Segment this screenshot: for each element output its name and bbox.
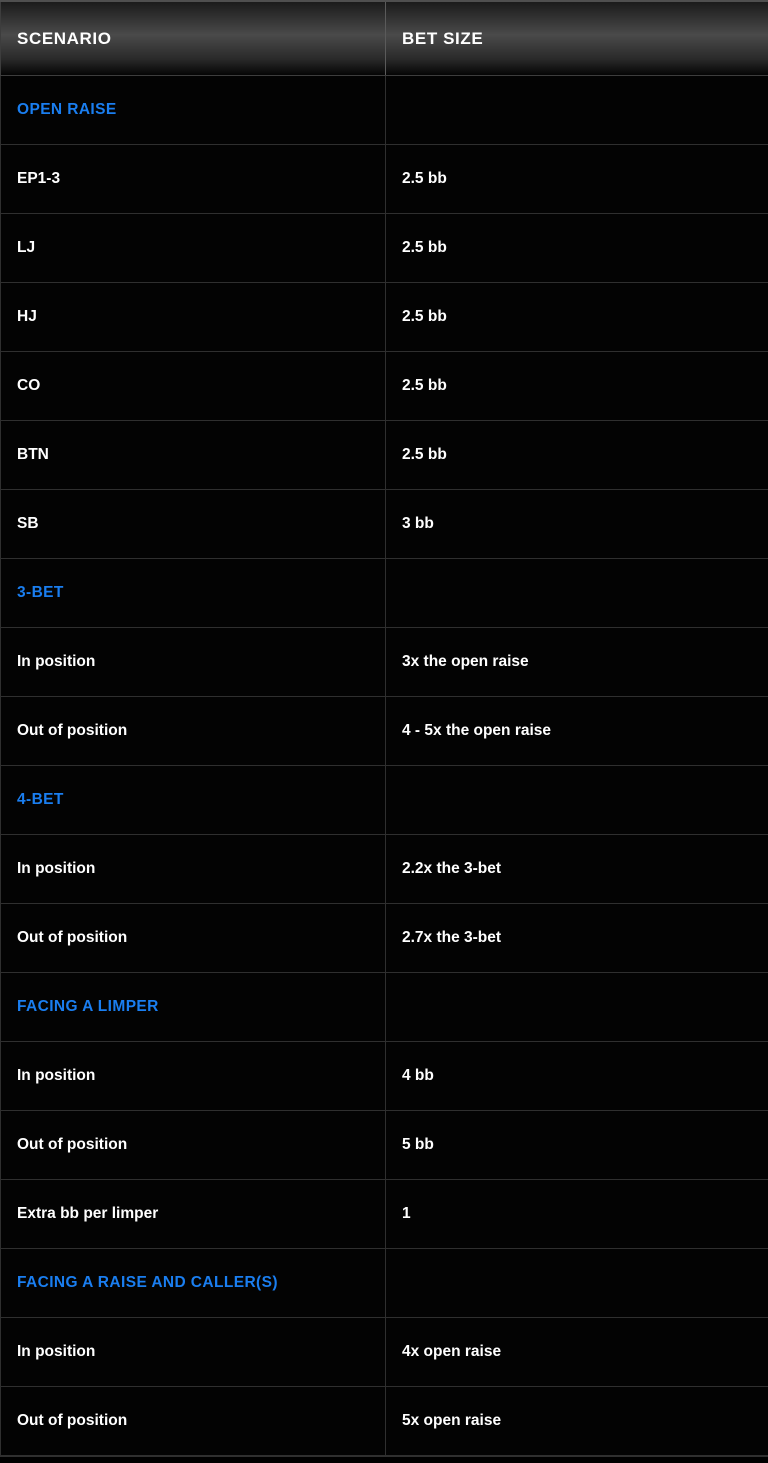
table-body [1,76,768,1457]
cell-bet-size: 4x open raise [386,1318,768,1387]
table-row [1,1111,768,1180]
cell-scenario: HJ [1,283,386,352]
table-row [1,835,768,904]
cell-scenario: Out of position [1,904,386,973]
cell-bet-size: 3 bb [386,490,768,559]
cell-scenario: CO [1,352,386,421]
section-label: OPEN RAISE [1,76,386,145]
table-row [1,283,768,352]
cell-scenario: Out of position [1,697,386,766]
cell-bet-size: 2.5 bb [386,214,768,283]
cell-scenario: Out of position [1,1111,386,1180]
cell-bet-size [386,766,768,835]
cell-bet-size [386,559,768,628]
cell-bet-size: 4 bb [386,1042,768,1111]
table-row [1,697,768,766]
cell-scenario: In position [1,1042,386,1111]
table-row [1,490,768,559]
cell-bet-size: 2.7x the 3-bet [386,904,768,973]
cell-scenario: In position [1,1318,386,1387]
cell-scenario: In position [1,835,386,904]
table-row [1,904,768,973]
column-header-bet-size: BET SIZE [386,1,768,76]
cell-bet-size: 2.5 bb [386,283,768,352]
cell-bet-size: 5 bb [386,1111,768,1180]
table-row [1,145,768,214]
cell-bet-size: 5x open raise [386,1387,768,1457]
cell-bet-size: 4 - 5x the open raise [386,697,768,766]
section-label: FACING A LIMPER [1,973,386,1042]
table-section-row [1,973,768,1042]
cell-scenario: LJ [1,214,386,283]
cell-bet-size: 3x the open raise [386,628,768,697]
cell-bet-size [386,76,768,145]
cell-bet-size: 2.5 bb [386,145,768,214]
cell-bet-size: 2.2x the 3-bet [386,835,768,904]
cell-scenario: SB [1,490,386,559]
table-row [1,352,768,421]
cell-bet-size [386,973,768,1042]
section-label: 3-BET [1,559,386,628]
table-header [1,1,768,76]
table-row [1,1318,768,1387]
table-row [1,421,768,490]
section-label: 4-BET [1,766,386,835]
cell-scenario: BTN [1,421,386,490]
table-header-row [1,1,768,76]
table-row [1,214,768,283]
table-row [1,1387,768,1457]
table-row [1,1042,768,1111]
cell-bet-size: 1 [386,1180,768,1249]
cell-bet-size: 2.5 bb [386,421,768,490]
table-section-row [1,559,768,628]
table-row [1,1180,768,1249]
cell-bet-size [386,1249,768,1318]
cell-scenario: EP1-3 [1,145,386,214]
section-label: FACING A RAISE AND CALLER(S) [1,1249,386,1318]
cell-scenario: Out of position [1,1387,386,1457]
table-section-row [1,76,768,145]
cell-bet-size: 2.5 bb [386,352,768,421]
table-section-row [1,766,768,835]
table-section-row [1,1249,768,1318]
cell-scenario: In position [1,628,386,697]
column-header-scenario: SCENARIO [1,1,386,76]
table-row [1,628,768,697]
cell-scenario: Extra bb per limper [1,1180,386,1249]
